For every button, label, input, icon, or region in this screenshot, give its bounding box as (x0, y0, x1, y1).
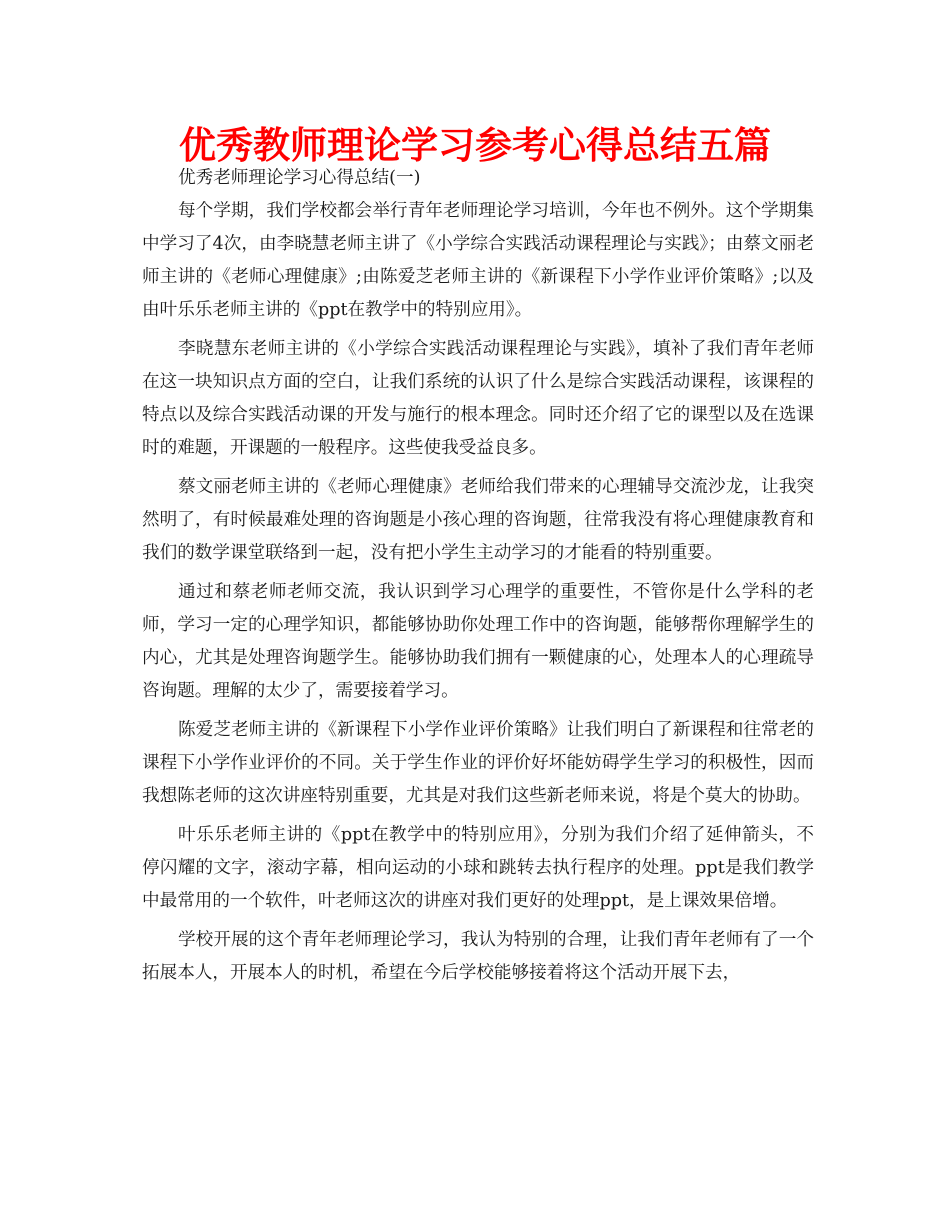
paragraph-6: 叶乐乐老师主讲的《ppt在教学中的特别应用》，分别为我们介绍了延伸箭头，不停闪耀的文字，滚动字幕，相向运动的小球和跳转去执行程序的处理。ppt是我们教学中最常用的一个软件，叶老师这次的讲座对我们更好的处理ppt，是上课效果倍增。 (142, 825, 814, 911)
paragraph-3: 蔡文丽老师主讲的《老师心理健康》老师给我们带来的心理辅导交流沙龙，让我突然明了，有时候最难处理的咨询题是小孩心理的咨询题，往常我没有将心理健康教育和我们的数学课堂联络到一起，没有把小学生主动学习的才能看的特别重要。 (142, 477, 814, 563)
paragraph-7: 学校开展的这个青年老师理论学习，我认为特别的合理，让我们青年老师有了一个拓展本人，开展本人的时机，希望在今后学校能够接着将这个活动开展下去， (142, 930, 814, 983)
paragraph-4: 通过和蔡老师老师交流，我认识到学习心理学的重要性，不管你是什么学科的老师，学习一定的心理学知识，都能够协助你处理工作中的咨询题，能够帮你理解学生的内心，尤其是处理咨询题学生。能够协助我们拥有一颗健康的心，处理本人的心理疏导咨询题。理解的太少了，需要接着学习。 (142, 582, 814, 701)
paragraph-2: 李晓慧东老师主讲的《小学综合实践活动课程理论与实践》，填补了我们青年老师在这一块知识点方面的空白，让我们系统的认识了什么是综合实践活动课程，该课程的特点以及综合实践活动课的开发与施行的根本理念。同时还介绍了它的课型以及在选课时的难题，开课题的一般程序。这些使我受益良多。 (142, 339, 814, 458)
document-title: 优秀教师理论学习参考心得总结五篇 (179, 124, 771, 167)
section-subtitle: 优秀老师理论学习心得总结(一) (178, 168, 421, 188)
document-body (142, 162, 814, 996)
paragraph-5: 陈爱芝老师主讲的《新课程下小学作业评价策略》让我们明白了新课程和往常老的课程下小学作业评价的不同。关于学生作业的评价好坏能妨碍学生学习的积极性，因而我想陈老师的这次讲座特别重要，尤其是对我们这些新老师来说，将是个莫大的协助。 (142, 720, 814, 806)
paragraph-1: 每个学期，我们学校都会举行青年老师理论学习培训，今年也不例外。这个学期集中学习了4次，由李晓慧老师主讲了《小学综合实践活动课程理论与实践》；由蔡文丽老师主讲的《老师心理健康》;由陈爱芝老师主讲的《新课程下小学作业评价策略》;以及由叶乐乐老师主讲的《ppt在教学中的特别应用》。 (142, 201, 814, 320)
